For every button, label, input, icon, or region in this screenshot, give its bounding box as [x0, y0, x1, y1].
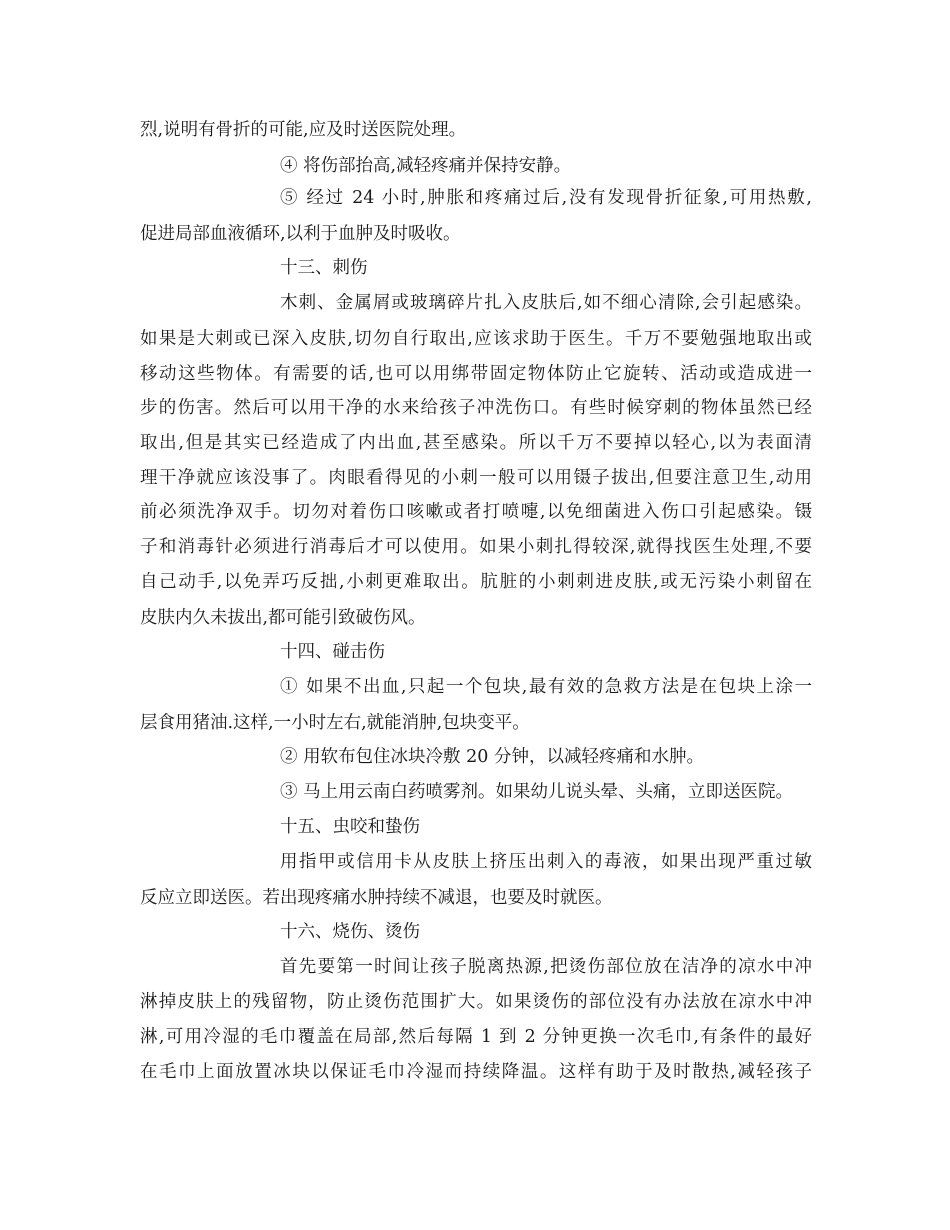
paragraph-first-line: 木刺、金属屑或玻璃碎片扎入皮肤后,如不细心清除,会引起感染。 [280, 293, 812, 313]
section-heading: 十五、虫咬和蛰伤 [280, 817, 420, 837]
text-line: 步的伤害。然后可以用干净的水来给孩子冲洗伤口。有些时候穿刺的物体虽然已经 [140, 398, 812, 418]
text-line: 如果是大刺或已深入皮肤,切勿自行取出,应该求助于医生。千万不要勉强地取出或 [140, 329, 812, 349]
list-item: ② 用软布包住冰块冷敷 20 分钟，以减轻疼痛和水肿。 [280, 747, 704, 767]
list-item: ① 如果不出血,只起一个包块,最有效的急救方法是在包块上涂一 [280, 677, 812, 697]
text-line: 前必须洗净双手。切勿对着伤口咳嗽或者打喷嚏,以免细菌进入伤口引起感染。镊 [140, 502, 812, 522]
paragraph-first-line: 用指甲或信用卡从皮肤上挤压出刺入的毒液，如果出现严重过敏 [280, 852, 812, 872]
text-line: 层食用猪油.这样,一小时左右,就能消肿,包块变平。 [140, 713, 530, 733]
section-heading: 十六、烧伤、烫伤 [280, 922, 420, 942]
list-item: ⑤ 经过 24 小时,肿胀和疼痛过后,没有发现骨折征象,可用热敷, [280, 188, 812, 208]
text-line: 自己动手,以免弄巧反拙,小刺更难取出。肮脏的小刺刺进皮肤,或无污染小刺留在 [140, 572, 812, 592]
text-line: 子和消毒针必须进行消毒后才可以使用。如果小刺扎得较深,就得找医生处理,不要 [140, 537, 812, 557]
text-line: 移动这些物体。有需要的话,也可以用绑带固定物体防止它旋转、活动或造成进一 [140, 364, 812, 384]
text-line: 理干净就应该没事了。肉眼看得见的小刺一般可以用镊子拔出,但要注意卫生,动用 [140, 468, 812, 488]
text-line: 烈,说明有骨折的可能,应及时送医院处理。 [140, 120, 467, 140]
text-line: 在毛巾上面放置冰块以保证毛巾冷湿而持续降温。这样有助于及时散热,减轻孩子 [140, 1062, 812, 1082]
list-item: ④ 将伤部抬高,减轻疼痛并保持安静。 [280, 156, 572, 176]
section-heading: 十三、刺伤 [280, 258, 368, 278]
text-line: 淋掉皮肤上的残留物，防止烫伤范围扩大。如果烫伤的部位没有办法放在凉水中冲 [140, 992, 812, 1012]
text-line: 取出,但是其实已经造成了内出血,甚至感染。所以千万不要掉以轻心,以为表面清 [140, 433, 812, 453]
text-line: 反应立即送医。若出现疼痛水肿持续不减退，也要及时就医。 [140, 888, 613, 908]
list-item: ③ 马上用云南白药喷雾剂。如果幼儿说头晕、头痛，立即送医院。 [280, 782, 794, 802]
text-line: 皮肤内久未拔出,都可能引致破伤风。 [140, 608, 426, 628]
paragraph-first-line: 首先要第一时间让孩子脱离热源,把烫伤部位放在洁净的凉水中冲 [280, 957, 812, 977]
text-line: 淋,可用冷湿的毛巾覆盖在局部,然后每隔 1 到 2 分钟更换一次毛巾,有条件的最好 [140, 1027, 812, 1047]
text-line: 促进局部血液循环,以利于血肿及时吸收。 [140, 224, 461, 244]
section-heading: 十四、碰击伤 [280, 642, 385, 662]
